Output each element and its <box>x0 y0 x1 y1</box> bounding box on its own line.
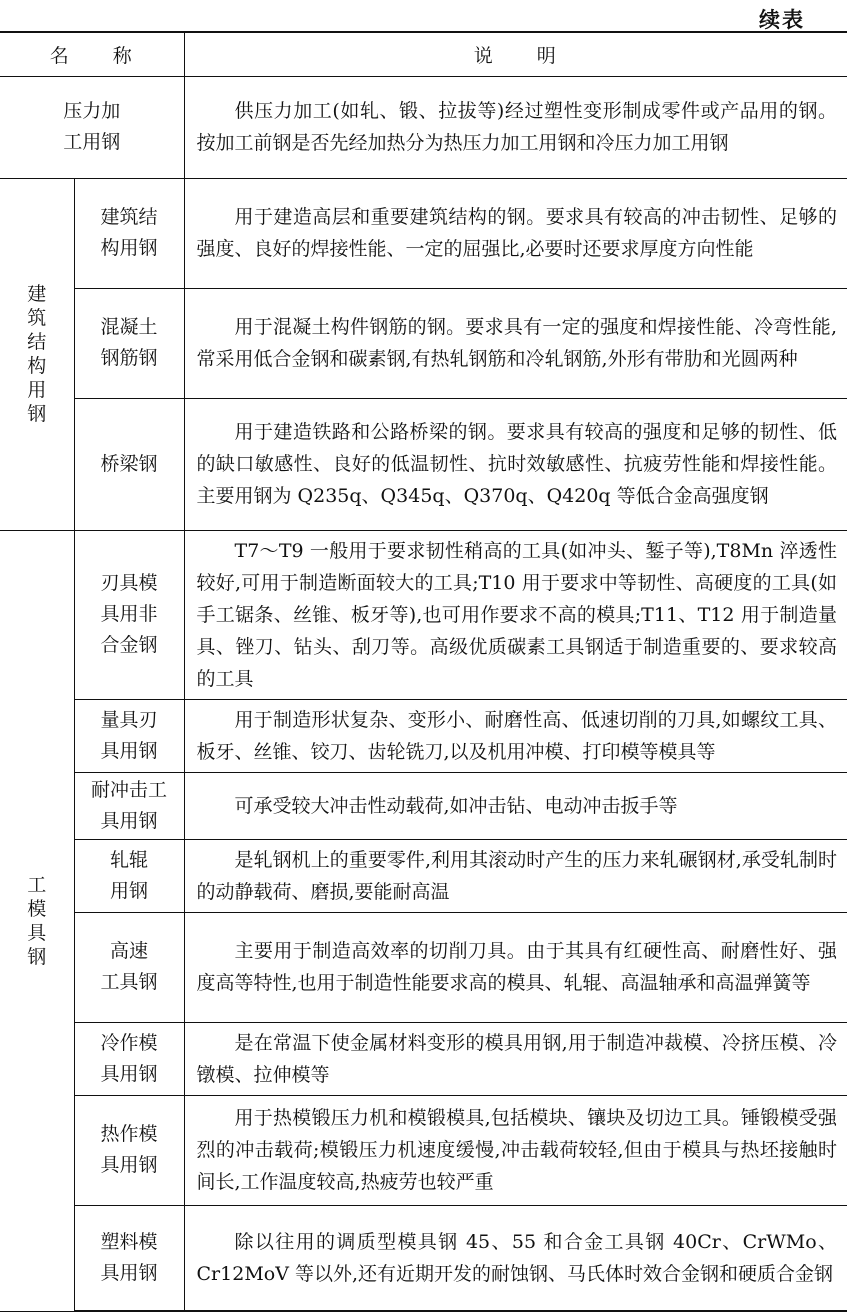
table-row <box>0 178 847 288</box>
row-description: 用于建造铁路和公路桥梁的钢。要求具有较高的强度和足够的韧性、低的缺口敏感性、良好的低温韧性、抗时效敏感性、抗疲劳性能和焊接性能。主要用钢为 Q235q、Q345q、Q370q、Q420q 等低合金高强度钢 <box>184 398 847 530</box>
row-name: 压力加 工用钢 <box>0 76 184 178</box>
table-row <box>0 839 847 912</box>
table-row <box>0 76 847 178</box>
category-cell: 工模具钢 <box>0 530 74 1311</box>
row-description: 用于建造高层和重要建筑结构的钢。要求具有较高的冲击韧性、足够的强度、良好的焊接性能、一定的屈强比,必要时还要求厚度方向性能 <box>184 178 847 288</box>
row-name: 耐冲击工 具用钢 <box>74 772 184 839</box>
category-cell: 建筑结构用钢 <box>0 178 74 530</box>
row-description: 是轧钢机上的重要零件,利用其滚动时产生的压力来轧碾钢材,承受轧制时的动静载荷、磨损,要能耐高温 <box>184 839 847 912</box>
row-description: 可承受较大冲击性动载荷,如冲击钻、电动冲击扳手等 <box>184 772 847 839</box>
row-name: 建筑结 构用钢 <box>74 178 184 288</box>
row-description: 用于热模锻压力机和模锻模具,包括模块、镶块及切边工具。锤锻模受强烈的冲击载荷;模锻压力机速度缓慢,冲击载荷较轻,但由于模具与热坯接触时间长,工作温度较高,热疲劳也较严重 <box>184 1095 847 1205</box>
table-row <box>0 1095 847 1205</box>
row-name: 轧辊 用钢 <box>74 839 184 912</box>
table-row <box>0 1022 847 1095</box>
header-name: 名 称 <box>0 32 184 76</box>
row-description: 供压力加工(如轧、锻、拉拔等)经过塑性变形制成零件或产品用的钢。按加工前钢是否先经加热分为热压力加工用钢和冷压力加工用钢 <box>184 76 847 178</box>
row-name: 热作模 具用钢 <box>74 1095 184 1205</box>
row-name: 量具刃 具用钢 <box>74 699 184 772</box>
table-row <box>0 398 847 530</box>
table-row <box>0 1205 847 1311</box>
header-description: 说 明 <box>184 32 847 76</box>
row-name: 塑料模 具用钢 <box>74 1205 184 1311</box>
table-row <box>0 772 847 839</box>
row-description: 主要用于制造高效率的切削刀具。由于其具有红硬性高、耐磨性好、强度高等特性,也用于制造性能要求高的模具、轧辊、高温轴承和高温弹簧等 <box>184 912 847 1022</box>
table-header-row <box>0 32 847 76</box>
row-name: 高速 工具钢 <box>74 912 184 1022</box>
table-row <box>0 699 847 772</box>
steel-classification-table <box>0 31 847 1312</box>
continued-table-label: 续表 <box>759 8 805 32</box>
table-row <box>0 288 847 398</box>
table-row <box>0 912 847 1022</box>
row-name: 混凝土 钢筋钢 <box>74 288 184 398</box>
row-name: 冷作模 具用钢 <box>74 1022 184 1095</box>
row-description: 用于混凝土构件钢筋的钢。要求具有一定的强度和焊接性能、冷弯性能,常采用低合金钢和碳素钢,有热轧钢筋和冷轧钢筋,外形有带肋和光圆两种 <box>184 288 847 398</box>
row-name: 桥梁钢 <box>74 398 184 530</box>
table-row <box>0 530 847 699</box>
row-name: 刃具模 具用非 合金钢 <box>74 530 184 699</box>
row-description: T7～T9 一般用于要求韧性稍高的工具(如冲头、錾子等),T8Mn 淬透性较好,可用于制造断面较大的工具;T10 用于要求中等韧性、高硬度的工具(如手工锯条、丝锥、板牙等),也可用作要求不高的模具;T11、T12 用于制造量具、锉刀、钻头、刮刀等。高级优质碳素工具钢适于制造重要的、要求较高的工具 <box>184 530 847 699</box>
row-description: 是在常温下使金属材料变形的模具用钢,用于制造冲裁模、冷挤压模、冷镦模、拉伸模等 <box>184 1022 847 1095</box>
row-description: 除以往用的调质型模具钢 45、55 和合金工具钢 40Cr、CrWMo、Cr12MoV 等以外,还有近期开发的耐蚀钢、马氏体时效合金钢和硬质合金钢 <box>184 1205 847 1311</box>
row-description: 用于制造形状复杂、变形小、耐磨性高、低速切削的刀具,如螺纹工具、板牙、丝锥、铰刀、齿轮铣刀,以及机用冲模、打印模等模具等 <box>184 699 847 772</box>
